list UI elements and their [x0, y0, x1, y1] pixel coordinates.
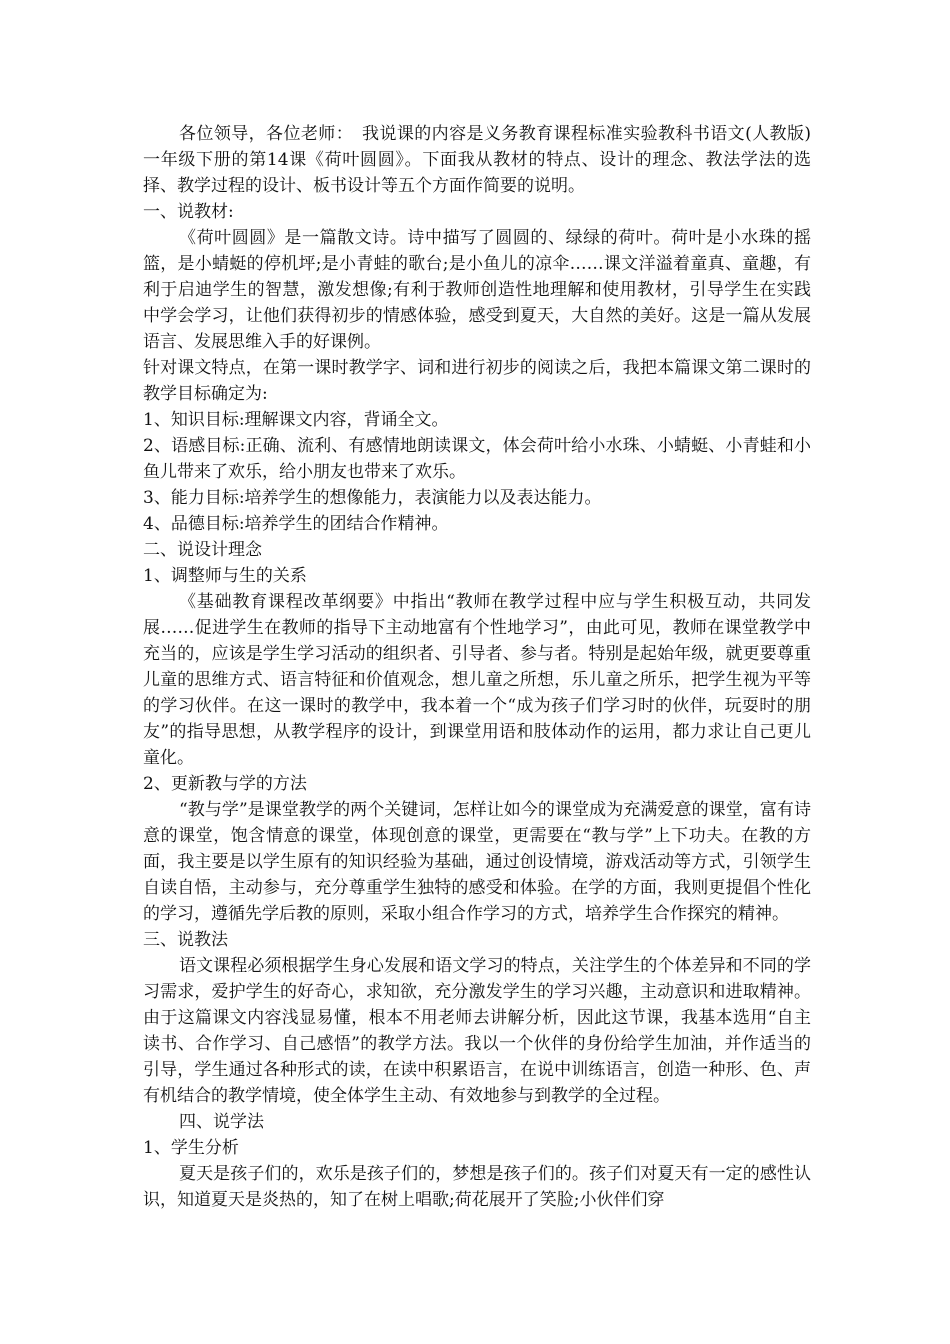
- document-page: [143, 121, 811, 1213]
- objective-knowledge: 1、知识目标:理解课文内容，背诵全文。: [143, 410, 449, 430]
- objective-moral: 4、品德目标:培养学生的团结合作精神。: [143, 514, 449, 534]
- section-heading-learning: 四、说学法: [179, 1112, 264, 1132]
- subheading-relationship: 1、调整师与生的关系: [143, 566, 307, 586]
- section-heading-textbook: 一、说教材:: [143, 202, 234, 222]
- relationship-paragraph: 《基础教育课程改革纲要》中指出“教师在教学过程中应与学生积极互动，共同发展……促进学生在教师的指导下主动地富有个性地学习”，由此可见，教师在课堂教学中充当的，应该是学生学习活动的组织者、引导者、参与者。特别是起始年级，就更要尊重儿童的思维方式、语言特征和价值观念，想儿童之所想，乐儿童之所乐，把学生视为平等的学习伙伴。在这一课时的教学中，我本着一个“成为孩子们学习时的伙伴，玩耍时的朋友”的指导思想，从教学程序的设计，到课堂用语和肢体动作的运用，都力求让自己更儿童化。: [143, 592, 811, 768]
- teaching-paragraph: 语文课程必须根据学生身心发展和语文学习的特点，关注学生的个体差异和不同的学习需求，爱护学生的好奇心，求知欲，充分激发学生的学习兴趣，主动意识和进取精神。由于这篇课文内容浅显易懂，根本不用老师去讲解分析，因此这节课，我基本选用“自主读书、合作学习、自己感悟”的教学方法。我以一个伙伴的身份给学生加油，并作适当的引导，学生通过各种形式的读，在读中积累语言，在说中训练语言，创造一种形、色、声有机结合的教学情境，使全体学生主动、有效地参与到教学的全过程。: [143, 956, 811, 1106]
- objectives-intro-paragraph: 针对课文特点，在第一课时教学字、词和进行初步的阅读之后，我把本篇课文第二课时的教学目标确定为:: [143, 358, 811, 404]
- section-heading-design: 二、说设计理念: [143, 540, 262, 560]
- subheading-student-analysis: 1、学生分析: [143, 1138, 239, 1158]
- section-heading-teaching: 三、说教法: [143, 930, 228, 950]
- objective-language-sense: 2、语感目标:正确、流利、有感情地朗读课文，体会荷叶给小水珠、小蜻蜓、小青蛙和小鱼儿带来了欢乐，给小朋友也带来了欢乐。: [143, 436, 811, 482]
- objective-ability: 3、能力目标:培养学生的想像能力，表演能力以及表达能力。: [143, 488, 602, 508]
- intro-paragraph: 各位领导，各位老师： 我说课的内容是义务教育课程标准实验教科书语文(人教版)一年级下册的第14课《荷叶圆圆》。下面我从教材的特点、设计的理念、教法学法的选择、教学过程的设计、板书设计等五个方面作简要的说明。: [143, 124, 811, 196]
- subheading-methods: 2、更新教与学的方法: [143, 774, 307, 794]
- methods-paragraph: “教与学”是课堂教学的两个关键词，怎样让如今的课堂成为充满爱意的课堂，富有诗意的课堂，饱含情意的课堂，体现创意的课堂，更需要在“教与学”上下功夫。在教的方面，我主要是以学生原有的知识经验为基础，通过创设情境，游戏活动等方式，引领学生自读自悟，主动参与，充分尊重学生独特的感受和体验。在学的方面，我则更提倡个性化的学习，遵循先学后教的原则，采取小组合作学习的方式，培养学生合作探究的精神。: [143, 800, 811, 924]
- textbook-paragraph: 《荷叶圆圆》是一篇散文诗。诗中描写了圆圆的、绿绿的荷叶。荷叶是小水珠的摇篮，是小蜻蜓的停机坪;是小青蛙的歌台;是小鱼儿的凉伞……课文洋溢着童真、童趣，有利于启迪学生的智慧，激发想像;有利于教师创造性地理解和使用教材，引导学生在实践中学会学习，让他们获得初步的情感体验，感受到夏天，大自然的美好。这是一篇从发展语言、发展思维入手的好课例。: [143, 228, 811, 352]
- student-analysis-paragraph: 夏天是孩子们的，欢乐是孩子们的，梦想是孩子们的。孩子们对夏天有一定的感性认识，知道夏天是炎热的，知了在树上唱歌;荷花展开了笑脸;小伙伴们穿: [143, 1164, 811, 1210]
